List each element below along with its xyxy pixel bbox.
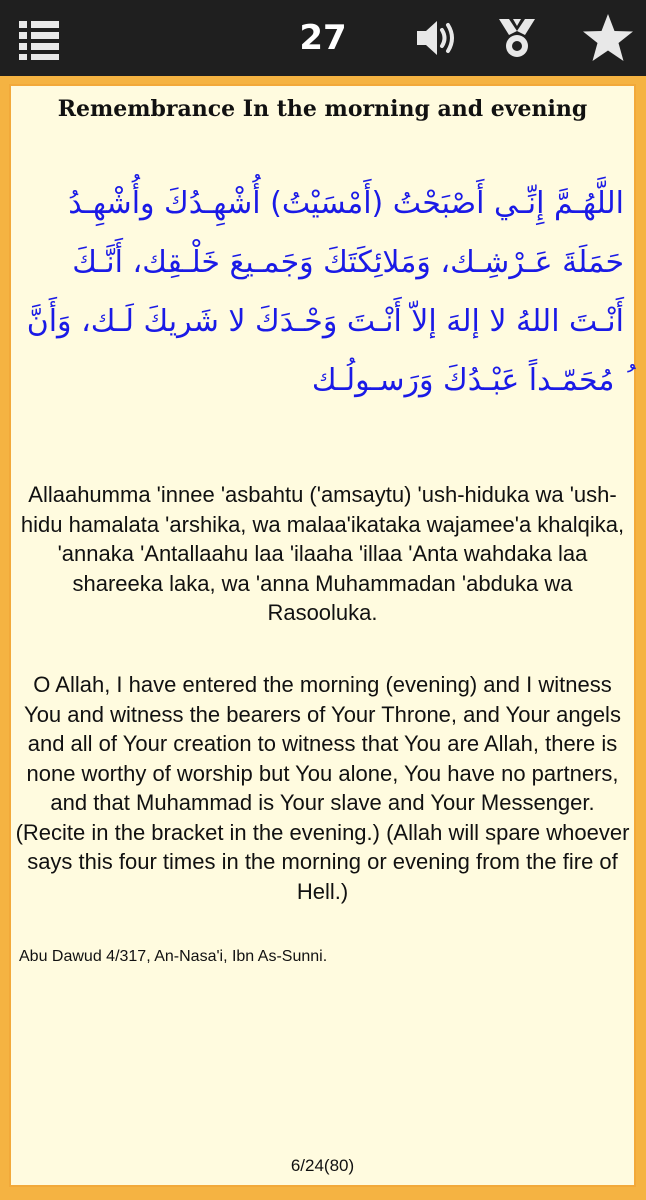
top-toolbar	[0, 0, 646, 76]
star-icon	[581, 12, 635, 64]
sound-button[interactable]	[402, 0, 472, 76]
reference-text: Abu Dawud 4/317, An-Nasa'i, Ibn As-Sunni.	[19, 948, 328, 965]
speaker-icon	[413, 16, 461, 60]
favorite-button[interactable]	[572, 0, 644, 76]
badge-button[interactable]	[485, 0, 549, 76]
page-number: 27	[299, 18, 347, 58]
menu-button[interactable]	[4, 0, 74, 76]
medal-icon	[495, 15, 539, 61]
dua-title: Remembrance In the morning and evening	[57, 96, 588, 122]
arabic-text: اللَّهُـمَّ إِنِّـي أَصْبَحْتُ (أَمْسَيْتُ) أُشْهِـدُكَ وأُشْهِـدُ حَمَلَةَ عَـرْشِـك، وَمَلائِكَتَكَ وَجَمـيعَ خَلْـقِك، أَنَّـكَ أَنْـتَ اللهُ لا إلهَ إلاّ أَنْـتَ وَحْـدَكَ لا شَريكَ لَـك، وَأَنَّ ُ مُحَمّـداً عَبْـدُكَ وَرَسـولُـك	[26, 186, 624, 398]
translation-text: O Allah, I have entered the morning (evening) and I witness You and witness the bearers of Your Throne, and Your angels and all of Your creation to witness that You are Allah, there is none worthy of worship but You alone, You have no partners, and that Muhammad is Your slave and Your Messenger. (Recite in the bracket in the evening.) (Allah will spare whoever says this four times in the morning or evening from the fire of Hell.)	[15, 672, 630, 904]
transliteration-text: Allaahumma 'innee 'asbahtu ('amsaytu) 'ush-hiduka wa 'ush-hidu hamalata 'arshika, wa malaa'ikataka wajamee'a khalqika, 'annaka 'Antallaahu laa 'ilaaha 'illaa 'Anta wahdaka laa shareeka laka, wa 'anna Muhammadan 'abduka wa Rasooluka.	[20, 482, 625, 625]
progress-indicator: 6/24(80)	[290, 1156, 355, 1175]
list-menu-icon	[15, 16, 63, 60]
content-card	[9, 84, 636, 1187]
